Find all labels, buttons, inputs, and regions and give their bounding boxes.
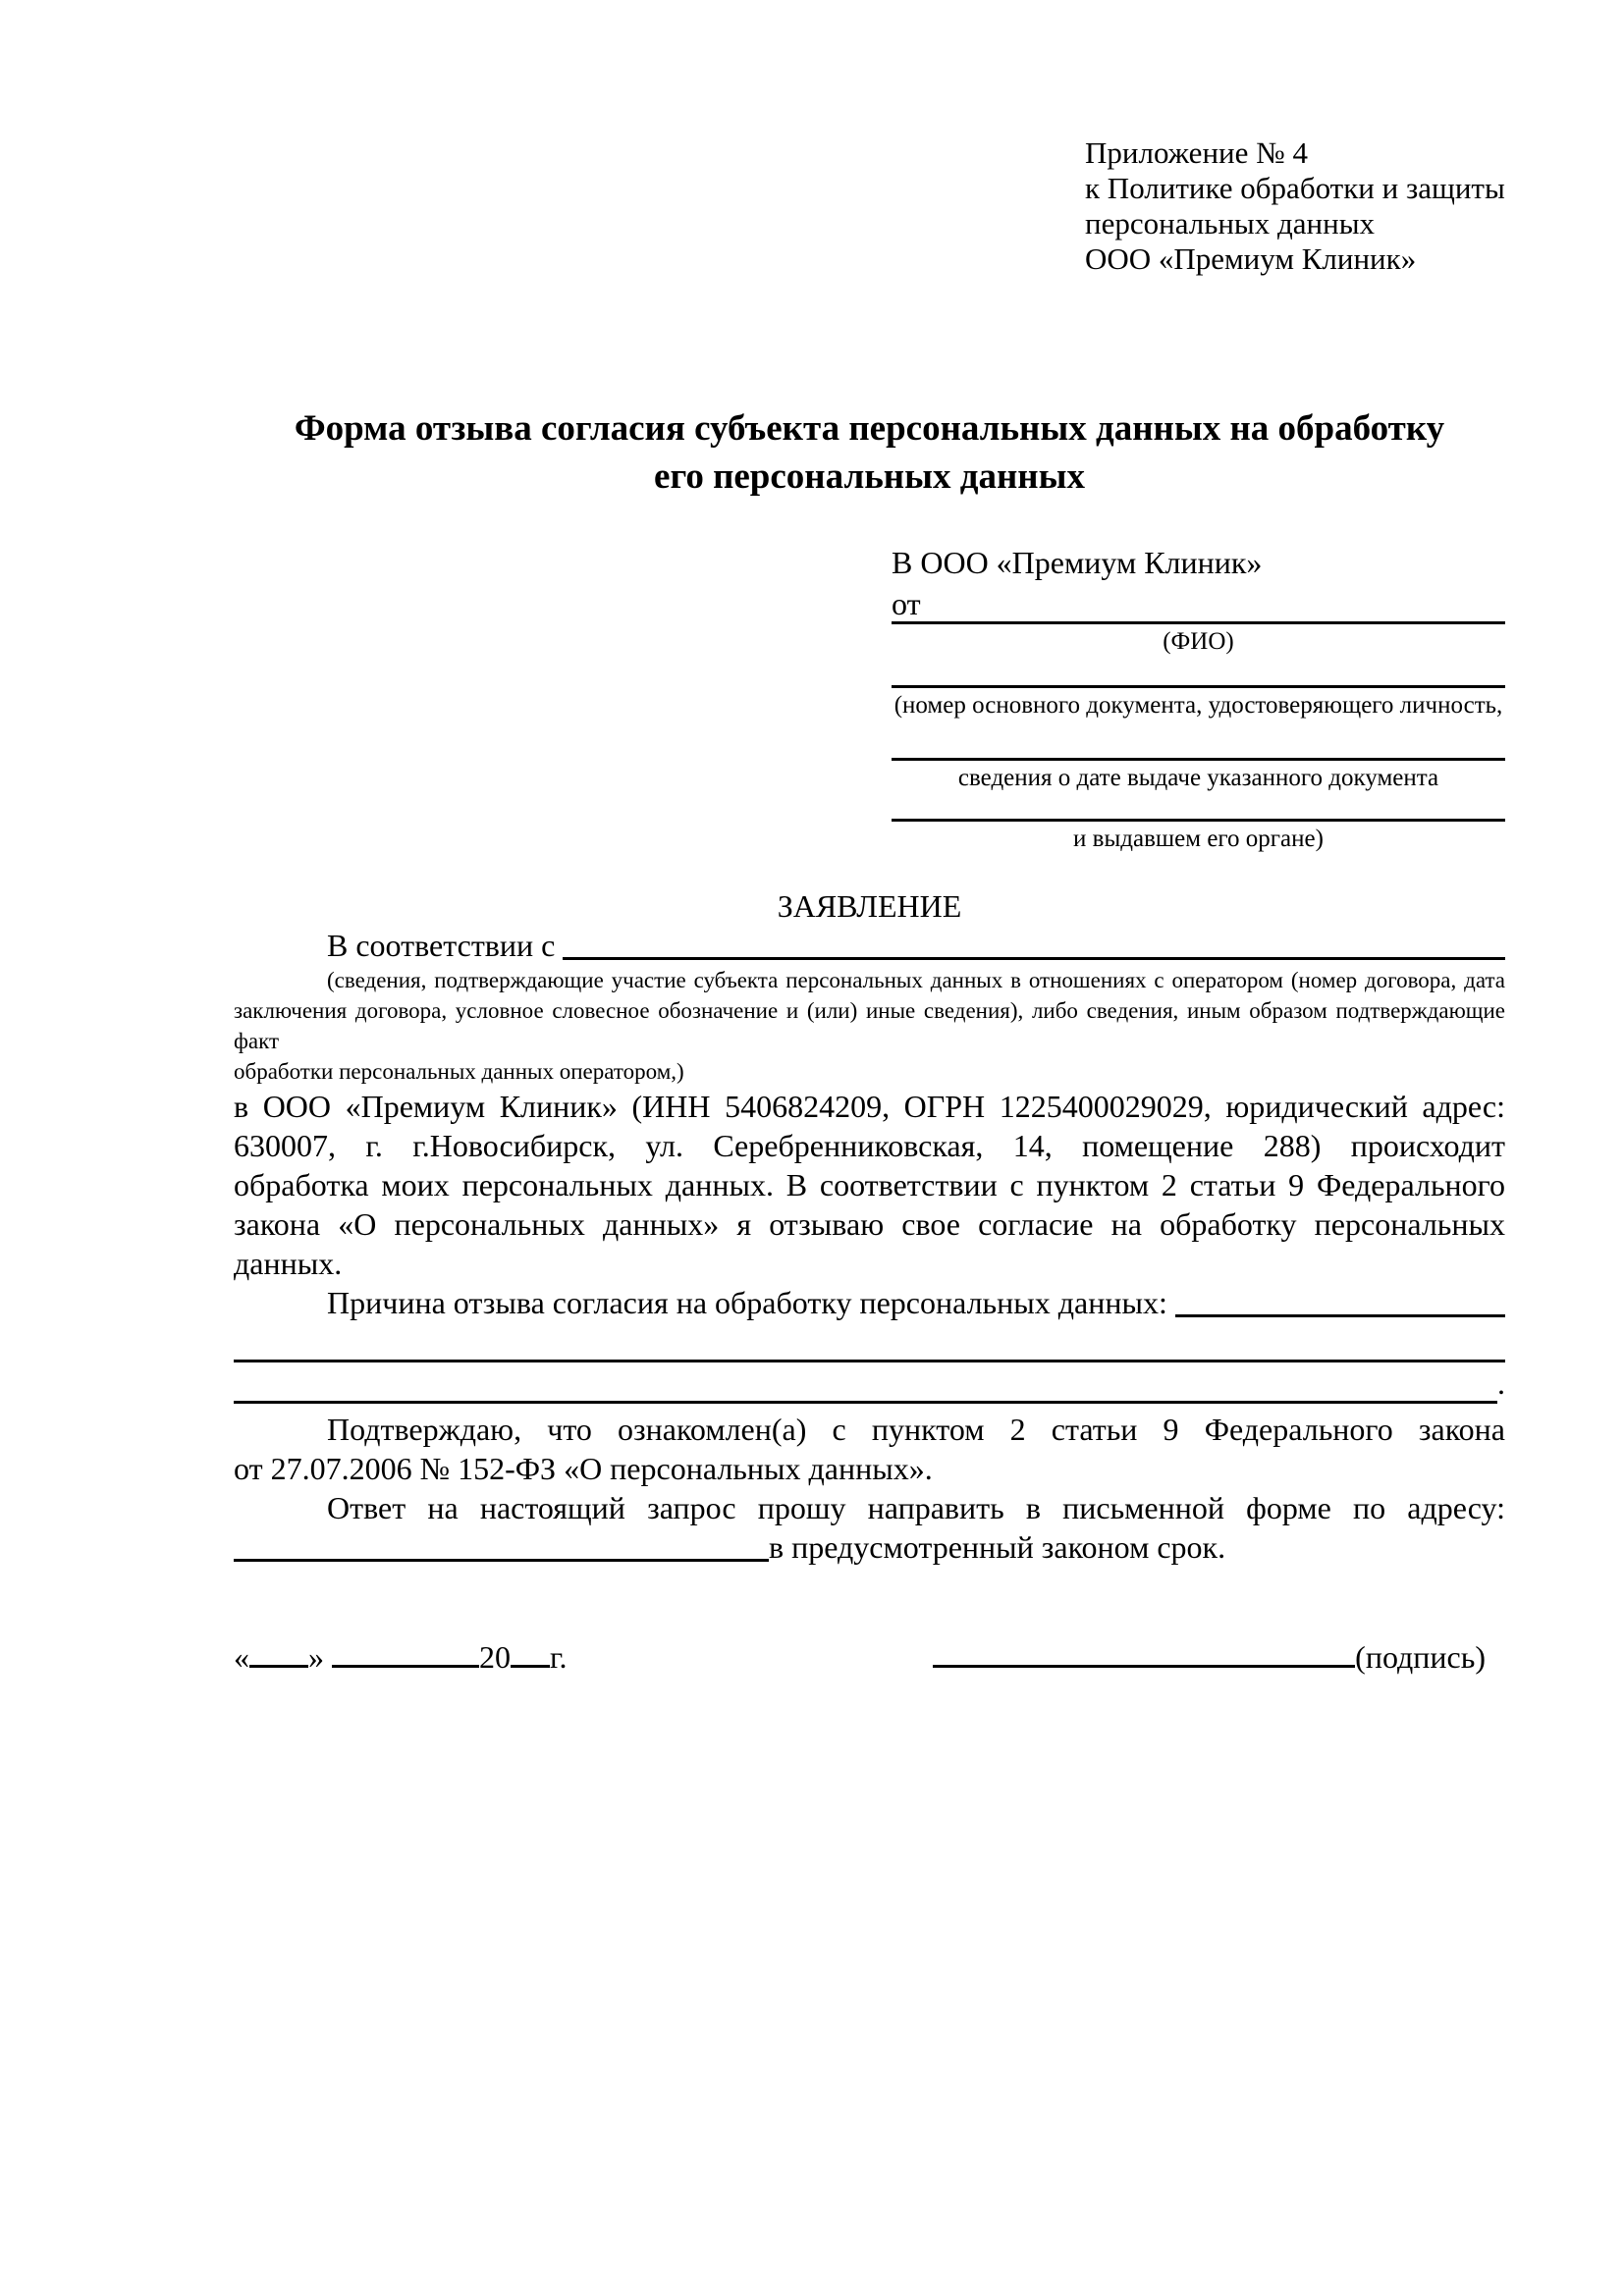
fine-print-line: заключения договора, условное словесное обозначение и (или) иные сведения), либо сведения, иным образом подтверждающие факт — [234, 998, 1505, 1053]
basis-blank-line — [563, 926, 1505, 960]
sentence-period: . — [1497, 1365, 1505, 1401]
reason-blank-line-3 — [234, 1362, 1505, 1404]
withdrawal-paragraph — [234, 1087, 1505, 1283]
date-signature-row — [234, 1635, 1505, 1677]
document-number-blank-line — [892, 685, 1505, 688]
issue-date-caption: сведения о дате выдаче указанного документа — [957, 765, 1439, 791]
reply-line-1: Ответ на настоящий запрос прошу направить в письменной форме по адресу: — [327, 1490, 1505, 1525]
addressee-block — [892, 542, 1505, 866]
signature-area — [933, 1635, 1486, 1677]
statement-body — [234, 886, 1505, 1677]
basis-fine-print — [234, 965, 1505, 1087]
fine-print-line: обработки персональных данных оператором,) — [234, 1059, 684, 1084]
signature-blank-line — [933, 1635, 1355, 1668]
reason-row — [234, 1283, 1505, 1322]
appendix-note-line: персональных данных — [1085, 206, 1376, 240]
reason-prefix: Причина отзыва согласия на обработку персональных данных: — [327, 1285, 1175, 1320]
addressee-from-label: от — [892, 586, 921, 621]
page-title-line-2: его персональных данных — [654, 456, 1085, 497]
date-day-blank-line — [249, 1635, 308, 1668]
issue-date-blank-line — [892, 758, 1505, 761]
basis-prefix: В соответствии с — [327, 928, 564, 963]
withdrawal-line: данных. — [234, 1246, 343, 1281]
page-title-line-1: Форма отзыва согласия субъекта персональных данных на обработку — [294, 408, 1445, 449]
fio-caption: (ФИО) — [1163, 628, 1234, 655]
appendix-note-line: к Политике обработки и защиты — [1085, 171, 1505, 205]
date-year-blank-line — [511, 1635, 550, 1668]
withdrawal-line: в ООО «Премиум Клиник» (ИНН 5406824209, ОГРН 1225400029029, юридический адрес: — [234, 1089, 1505, 1124]
reason-blank-line-3-rule — [234, 1362, 1497, 1404]
withdrawal-line: 630007, г. г.Новосибирск, ул. Серебренниковская, 14, помещение 288) происходит — [234, 1128, 1505, 1163]
reply-paragraph — [234, 1488, 1505, 1567]
basis-row — [234, 926, 1505, 965]
issue-date-field — [892, 758, 1505, 793]
fio-blank-line — [892, 621, 1505, 624]
date-open-quote: « — [234, 1639, 249, 1675]
confirmation-line: Подтверждаю, что ознакомлен(а) с пунктом 2 статьи 9 Федерального закона — [327, 1412, 1505, 1447]
confirmation-line: от 27.07.2006 № 152-ФЗ «О персональных данных». — [234, 1451, 933, 1486]
reply-line-2 — [234, 1527, 1505, 1567]
addressee-to: В ООО «Премиум Клиник» — [892, 545, 1263, 580]
confirmation-paragraph — [234, 1410, 1505, 1488]
date-year-suffix: г. — [550, 1639, 568, 1675]
date-month-blank-line — [332, 1635, 479, 1668]
fio-field — [892, 621, 1505, 657]
address-blank-line — [234, 1527, 769, 1562]
statement-heading: ЗАЯВЛЕНИЕ — [777, 888, 962, 924]
appendix-note-line: Приложение № 4 — [1085, 135, 1308, 170]
signature-caption: (подпись) — [1355, 1639, 1486, 1675]
fine-print-line: (сведения, подтверждающие участие субъекта персональных данных в отношениях с оператором (номер договора, дата — [327, 968, 1505, 992]
issuing-authority-field — [892, 819, 1505, 854]
appendix-note — [1085, 135, 1537, 277]
issuing-authority-blank-line — [892, 819, 1505, 822]
withdrawal-line: обработка моих персональных данных. В соответствии с пунктом 2 статьи 9 Федерального — [234, 1167, 1505, 1202]
appendix-note-line: ООО «Премиум Клиник» — [1085, 241, 1417, 276]
date-blank — [234, 1635, 568, 1677]
date-year-prefix: 20 — [479, 1639, 511, 1675]
date-close-quote: » — [308, 1639, 324, 1675]
page-title — [234, 404, 1505, 501]
issuing-authority-caption: и выдавшем его органе) — [1073, 826, 1324, 852]
document-number-field — [892, 685, 1505, 721]
reply-line-2-text: в предусмотренный законом срок. — [769, 1529, 1226, 1565]
withdrawal-line: закона «О персональных данных» я отзываю свое согласие на обработку персональных — [234, 1206, 1505, 1242]
reason-blank-line-2 — [234, 1326, 1505, 1362]
document-number-caption: (номер основного документа, удостоверяющего личность, — [893, 692, 1503, 719]
reason-blank-line — [1175, 1283, 1505, 1317]
